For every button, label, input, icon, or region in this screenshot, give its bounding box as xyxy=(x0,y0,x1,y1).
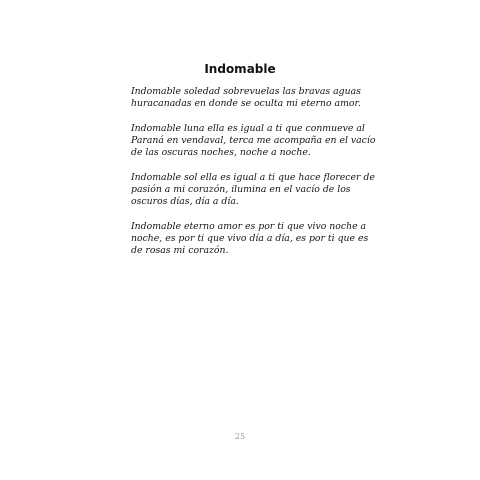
poem-line: oscuros días, día a día. xyxy=(131,196,239,207)
stanza-4 xyxy=(131,221,381,257)
poem-line: pasión a mi corazón, ilumina en el vacío de los xyxy=(131,184,351,195)
poem-line: huracanadas en donde se oculta mi eterno amor. xyxy=(131,98,361,109)
stanza-3 xyxy=(131,172,381,208)
poem-line: Indomable eterno amor es por ti que vivo noche a xyxy=(131,221,367,232)
poem-line: Indomable sol ella es igual a ti que hace florecer de xyxy=(131,172,375,183)
poem-line: de las oscuras noches, noche a noche. xyxy=(131,147,311,158)
poem-line: noche, es por ti que vivo día a día, es por ti que es xyxy=(131,233,369,244)
poem-title: Indomable xyxy=(204,62,276,76)
poem-line: de rosas mi corazón. xyxy=(131,245,229,256)
poem-line: Indomable luna ella es igual a ti que conmueve al xyxy=(131,123,365,134)
page-number: 25 xyxy=(234,432,246,441)
stanza-1 xyxy=(131,86,381,110)
poem-line: Indomable soledad sobrevuelas las bravas aguas xyxy=(131,86,361,97)
poem-line: Paraná en vendaval, terca me acompaña en el vacío xyxy=(131,135,376,146)
stanza-2 xyxy=(131,123,381,159)
poem-body xyxy=(131,86,381,270)
